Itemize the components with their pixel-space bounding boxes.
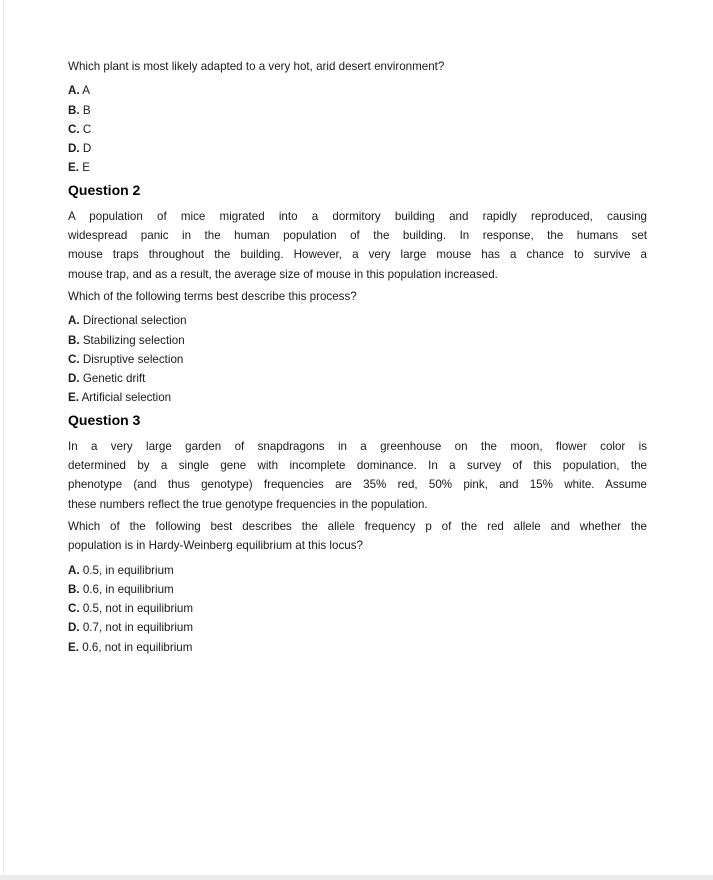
page-bottom-edge [0,875,713,880]
answer-option [68,369,647,388]
option-letter: E. [68,640,79,654]
option-letter: D. [68,621,80,635]
question-2-options [68,311,647,407]
option-letter: E. [68,391,79,405]
text-line: population is in Hardy-Weinberg equilibrium at this locus? [68,539,363,553]
text-line: mouse trap, and as a result, the average size of mouse in this population increased. [68,267,498,281]
option-text: 0.5, in equilibrium [82,563,174,577]
option-letter: D. [68,372,80,386]
option-letter: C. [68,352,80,366]
text-line: In a very large garden of snapdragons in a greenhouse on the moon, flower color is [68,439,647,453]
answer-option [68,599,647,618]
question-2-heading: Question 2 [68,181,141,198]
text-line: A population of mice migrated into a dormitory building and rapidly reproduced, causing [68,209,647,223]
text-line: determined by a single gene with incomplete dominance. In a survey of this population, the [68,459,647,473]
option-letter: B. [68,333,80,347]
question-1-stem: Which plant is most likely adapted to a very hot, arid desert environment? [68,60,445,73]
option-letter: C. [68,602,80,616]
option-letter: B. [68,103,80,117]
page-left-edge [3,0,4,875]
answer-option [68,618,647,637]
option-letter: D. [68,142,80,156]
text-line: Which of the following best describes the allele frequency p of the red allele and whether the [68,519,647,533]
question-3-stem [68,517,647,556]
question-2-stem: Which of the following terms best describe this process? [68,289,357,303]
option-text: C [82,122,92,136]
answer-option [68,561,647,580]
answer-option [68,580,647,599]
option-letter: A. [68,314,80,328]
option-text: Artificial selection [81,391,172,405]
option-text: E [82,161,90,175]
answer-option [68,158,647,177]
text-line: mouse traps throughout the building. However, a very large mouse has a chance to survive a [68,248,647,262]
question-3-heading: Question 3 [68,411,141,428]
answer-option [68,350,647,369]
question-3-body [68,437,647,514]
option-letter: A. [68,563,80,577]
option-text: Directional selection [82,314,187,328]
option-letter: E. [68,161,79,175]
option-text: Disruptive selection [82,352,184,366]
question-2-section [68,182,647,408]
option-letter: B. [68,582,80,596]
question-3-options [68,561,647,657]
answer-option [68,139,647,158]
answer-option [68,101,647,120]
option-text: 0.5, not in equilibrium [82,602,194,616]
answer-option [68,331,647,350]
question-1-section [68,57,647,178]
option-text: 0.6, not in equilibrium [82,640,193,654]
question-3-section [68,412,647,657]
question-2-body [68,207,647,284]
option-letter: A. [68,84,80,98]
option-text: B [82,103,91,117]
option-text: Genetic drift [82,372,146,386]
text-line: phenotype (and thus genotype) frequencies are 35% red, 50% pink, and 15% white. Assume [68,478,647,492]
answer-option [68,81,647,100]
text-line: widespread panic in the human population of the building. In response, the humans set [68,229,647,243]
option-text: 0.6, in equilibrium [82,582,174,596]
question-1-options [68,81,647,177]
answer-option [68,388,647,407]
option-text: A [82,84,90,98]
option-text: D [82,142,92,156]
option-letter: C. [68,122,80,136]
text-line: these numbers reflect the true genotype frequencies in the population. [68,497,428,511]
answer-option [68,120,647,139]
answer-option [68,638,647,657]
option-text: Stabilizing selection [82,333,185,347]
answer-option [68,311,647,330]
option-text: 0.7, not in equilibrium [82,621,194,635]
